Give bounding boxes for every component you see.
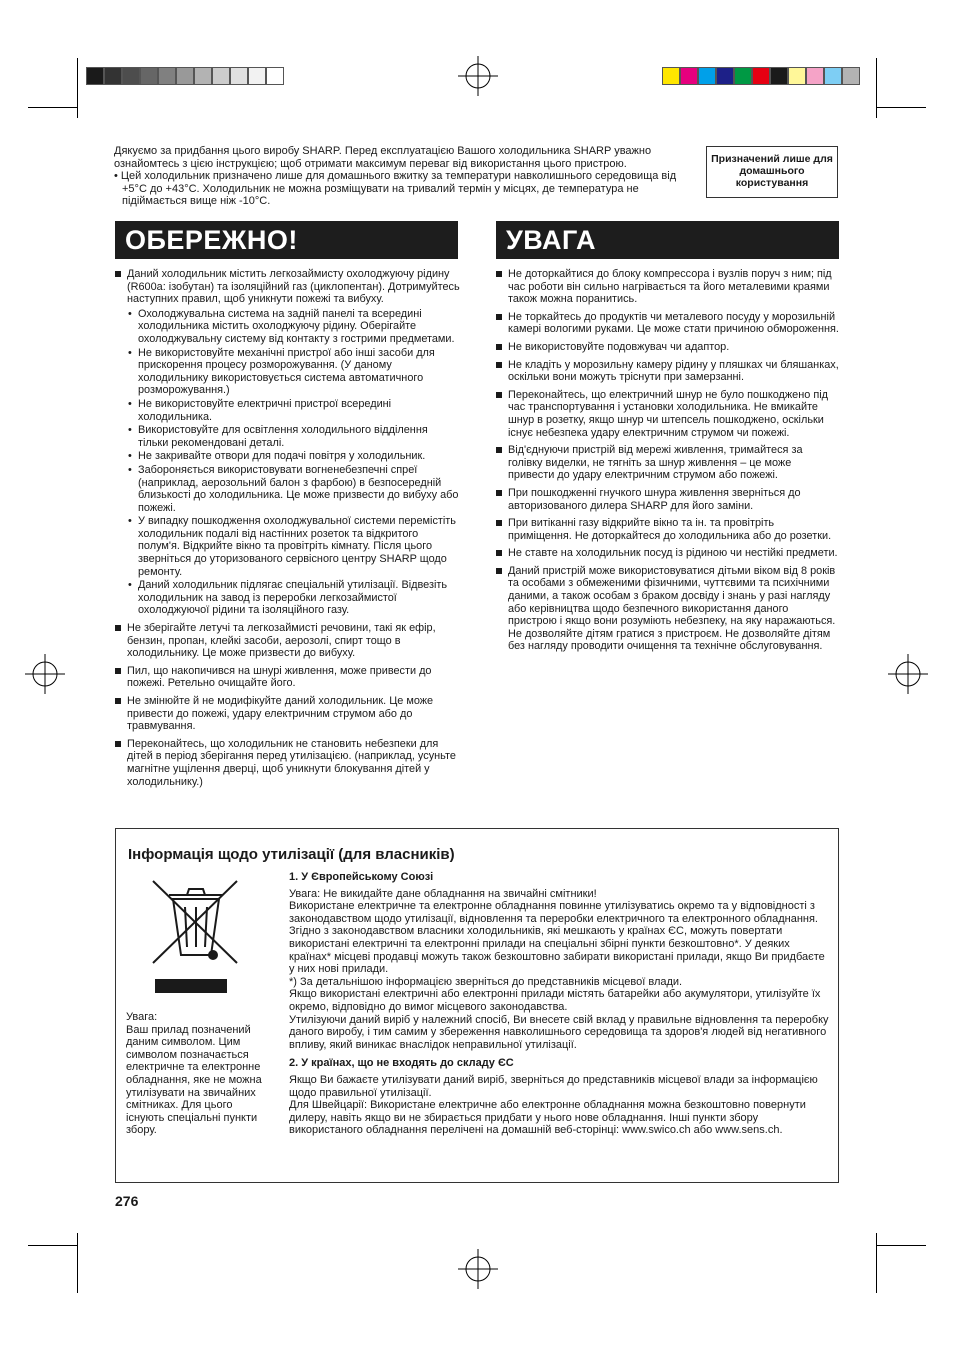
color-swatch <box>122 67 140 85</box>
crossed-out-wheelie-bin-icon <box>151 877 241 997</box>
non-eu-heading: 2. У країнах, що не входять до складу ЄС <box>289 1057 514 1070</box>
color-swatch <box>734 67 752 85</box>
color-swatch <box>842 67 860 85</box>
caution-item <box>115 695 460 733</box>
disposal-info-box <box>115 828 839 1183</box>
disposal-paragraph: Використане електричне та електронне обладнання повинне утилізуватись окремо та у відповідності з законодавством щодо утилізації, відновлення та переробки електричного та електронного обладнання. <box>289 900 818 925</box>
bin-icon-caption <box>126 1011 271 1137</box>
caution-item-text: Переконайтесь, що холодильник не становить небезпеки для дітей в період зберігання перед утилізацією. (наприклад, усуньте магнітне ущілення дверці, щоб уникнути блокування дітей у холодильнику.) <box>127 737 456 788</box>
caution-sublist <box>127 308 460 617</box>
caution-subitem: • У випадку пошкодження охолоджувальної системи перемістіть холодильник подалі від настінних розеток та відкритого полум'я. Відкрийте вікно та провітріть кімнату. Після цього зверніться до уторизованого сервісного центру SHARP щодо ремонту. <box>127 515 460 578</box>
bin-caption-line: Ваш прилад позначений даним символом. Цим символом позначається електричне та електронне обладнання, яке не можна утилізувати на звичайних смітниках. Для цього існують спеціальні пункти збору. <box>126 1023 262 1137</box>
grayscale-color-bar <box>86 67 284 85</box>
warning-item: Переконайтесь, що електричний шнур не було пошкоджено під час транспортування і установки холодильника. Не вмикайте шнур в розетку, якщо шнур чи штепсель пошкоджено, оскільки існує небезпека удару електричним струмом чи пожежі. <box>496 389 839 439</box>
caution-banner: ОБЕРЕЖНО! <box>115 221 458 259</box>
caution-subitem: • Не закривайте отвори для подачі повітря у холодильник. <box>127 450 460 463</box>
crop-mark <box>876 58 877 118</box>
color-swatch <box>140 67 158 85</box>
color-swatch <box>212 67 230 85</box>
caution-subitem: • Не використовуйте механічні пристрої або інші засоби для прискорення процесу розморожування. (У даному холодильнику використовується система автоматичного розморожування.) <box>127 347 460 397</box>
color-swatch <box>716 67 734 85</box>
warning-item: Не ставте на холодильник посуд із рідиною чи нестійкі предмети. <box>496 547 839 560</box>
warning-item: Не використовуйте подовжувач чи адаптор. <box>496 341 839 354</box>
bin-caption-line: Увага: <box>126 1011 158 1023</box>
crop-mark <box>28 1245 78 1246</box>
color-swatch <box>158 67 176 85</box>
warning-item: Від'єднуючи пристрій від мережі живлення, тримайтеся за голівку виделки, не тягніть за шнур живлення – це може привести до удару електричним струмом або пожежі. <box>496 444 839 482</box>
registration-mark-icon <box>458 56 498 96</box>
crop-mark <box>77 1233 78 1293</box>
caution-subitem: • Забороняється використовувати вогненебезпечні спреї (наприклад, аерозольний балон з фарбою) в безпосередній близькості до холодильника. Це може призвести до вибуху або пожежі. <box>127 464 460 514</box>
disposal-paragraph: Для Швейцарії: Використане електричне або електронне обладнання можна безкоштовно повернути дилеру, навіть якщо ви не збирається придбати у нього нове обладнання. Інші пункти збору використаного обладнання перелічені на домашній веб-сторінці: www.swico.ch або www.sens.ch. <box>289 1099 806 1137</box>
caution-item <box>115 622 460 660</box>
warning-banner: УВАГА <box>496 221 839 259</box>
caution-column <box>115 268 460 793</box>
color-swatch <box>266 67 284 85</box>
color-swatch <box>104 67 122 85</box>
crop-mark <box>876 107 926 108</box>
color-swatch <box>176 67 194 85</box>
color-swatch <box>824 67 842 85</box>
caution-item <box>115 268 460 617</box>
caution-subitem: • Даний холодильник підлягає спеціальній утилізації. Відвезіть холодильник на завод із переробки легкозаймистої охолоджуючої рідини та ізоляційного газу. <box>127 579 460 617</box>
warning-column <box>496 268 839 658</box>
caution-list <box>115 268 460 788</box>
warning-item: Не доторкайтися до блоку компрессора і вузлів поруч з ним; під час роботи він сильно нагрівається та його металевими краями також можна поранитись. <box>496 268 839 306</box>
color-swatch <box>770 67 788 85</box>
domestic-use-box: Призначений лише для домашнього користування <box>706 146 838 198</box>
crop-mark <box>876 1245 926 1246</box>
color-swatch <box>680 67 698 85</box>
process-color-bar <box>662 67 860 85</box>
caution-subitem: • Не використовуйте електричні пристрої всередині холодильника. <box>127 398 460 423</box>
warning-item: При пошкодженні гнучкого шнура живлення зверніться до авторизованого дилера SHARP для його заміни. <box>496 487 839 512</box>
color-swatch <box>752 67 770 85</box>
crop-mark <box>77 58 78 118</box>
disposal-paragraph: Згідно з законодавством власники холодильників, які мешкають у країнах ЄС, можуть повертати використані електричні та електронні прилади на спеціальні збірні пункти безкоштовно*. У деяких країнах* місцеві продавці можуть також безкоштовно забирати використані прилади, якщо Ви придбаєте у них нові прилади. <box>289 925 825 976</box>
disposal-paragraph: Якщо використані електричні або електронні прилади містять батарейки або акумулятори, утилізуйте їх окремо, відповідно до вимог місцевого законодавства. <box>289 988 821 1013</box>
intro-note: • Цей холодильник призначено лише для домашнього вжитку за температури навколишнього середовища від +5°C до +43°C. Холодильник не можна розміщувати на тривалий термін у місцях, де температура не підіймається вище ніж -10°C. <box>114 170 677 208</box>
disposal-paragraph: *) За детальнішою інформацією зверніться до представників місцевої влади. <box>289 975 683 988</box>
caution-item-text: Не зберігайте летучі та легкозаймисті речовини, такі як ефір, бензин, пропан, клейкі засоби, аерозолі, спирт тощо в холодильнику. Це може призвести до вибуху. <box>127 622 436 660</box>
caution-item <box>115 738 460 788</box>
warning-item: Не торкайтесь до продуктів чи металевого посуду у морозильній камері вологими руками. Це може стати причиною обмороження. <box>496 311 839 336</box>
caution-item-text: Даний холодильник містить легкозаймисту охолоджуючу рідину (R600a: ізобутан) та ізоляційний газ (циклопентан). Дотримуйтесь наступних правил, щоб уникнути пожежі та вибуху. <box>127 268 460 306</box>
crop-mark <box>876 1233 877 1293</box>
disposal-paragraph: Утилізуючи даний виріб у належний спосіб, Ви внесете свій вклад у правильне відновлення та переробку даного виробу, і тим самим у збереження навколишнього середовища та здоров'я людей від негативного впливу, який виникає внаслідок неправильної утилізації. <box>289 1013 829 1051</box>
warning-item: При витіканні газу відкрийте вікно та ін. та провітріть приміщення. Не доторкайтеся до холодильника або до розетки. <box>496 517 839 542</box>
registration-mark-icon <box>25 654 65 694</box>
caution-item-text: Не змінюйте й не модифікуйте даний холодильник. Це може привести до пожежі, удару електричним струмом або до травмування. <box>127 695 434 733</box>
caution-subitem: • Використовуйте для освітлення холодильного відділення тільки рекомендовані деталі. <box>127 424 460 449</box>
registration-mark-icon <box>888 654 928 694</box>
color-swatch <box>248 67 266 85</box>
caution-subitem: • Охолоджувальна система на задній панелі та всередині холодильника містить охолоджуючу рідину. Оберігайте охолоджувальну систему від контакту з гострими предметами. <box>127 308 460 346</box>
color-swatch <box>230 67 248 85</box>
color-swatch <box>86 67 104 85</box>
color-swatch <box>662 67 680 85</box>
disposal-title: Інформація щодо утилізації (для власників) <box>128 846 455 863</box>
registration-mark-icon <box>458 1249 498 1289</box>
disposal-paragraph: Якщо Ви бажаєте утилізувати даний виріб, зверніться до представників місцевої влади за інформацією щодо правильної утилізації. <box>289 1073 818 1099</box>
eu-heading: 1. У Європейському Союзі <box>289 871 434 883</box>
intro-paragraph: Дякуємо за придбання цього виробу SHARP. Перед експлуатацією Вашого холодильника SHARP уважно ознайомтесь з цією інструкцією; щоб отримати максимум переваг від використання цього пристрою. <box>114 145 652 170</box>
warning-list <box>496 268 839 653</box>
warning-item: Не кладіть у морозильну камеру рідину у пляшках чи бляшанках, оскільки вони можуть тріснути при замерзанні. <box>496 359 839 384</box>
caution-item <box>115 665 460 690</box>
color-swatch <box>194 67 212 85</box>
color-swatch <box>788 67 806 85</box>
disposal-text <box>289 871 829 1137</box>
page-number: 276 <box>115 1193 139 1209</box>
disposal-paragraph: Увага: Не викидайте дане обладнання на звичайні смітники! <box>289 887 597 900</box>
crop-mark <box>28 107 78 108</box>
caution-item-text: Пил, що накопичився на шнурі живлення, може привести до пожежі. Ретельно очищайте його. <box>127 664 432 690</box>
warning-item: Даний пристрій може використовуватися дітьми віком від 8 років та особами з обмеженими фізичними, чуттєвими та психічними даними, а також особам з браком досвіду і знань у разі нагляду або керівництва щодо безпечного використання даного пристрою і якщо вони розуміють небезпеку, на яку наражаються. Не дозволяйте дітям гратися з пристроєм. Не дозволяйте дітям без нагляду проводити очищення та технічне обслуговування. <box>496 565 839 653</box>
color-swatch <box>806 67 824 85</box>
intro-text <box>114 145 699 208</box>
color-swatch <box>698 67 716 85</box>
